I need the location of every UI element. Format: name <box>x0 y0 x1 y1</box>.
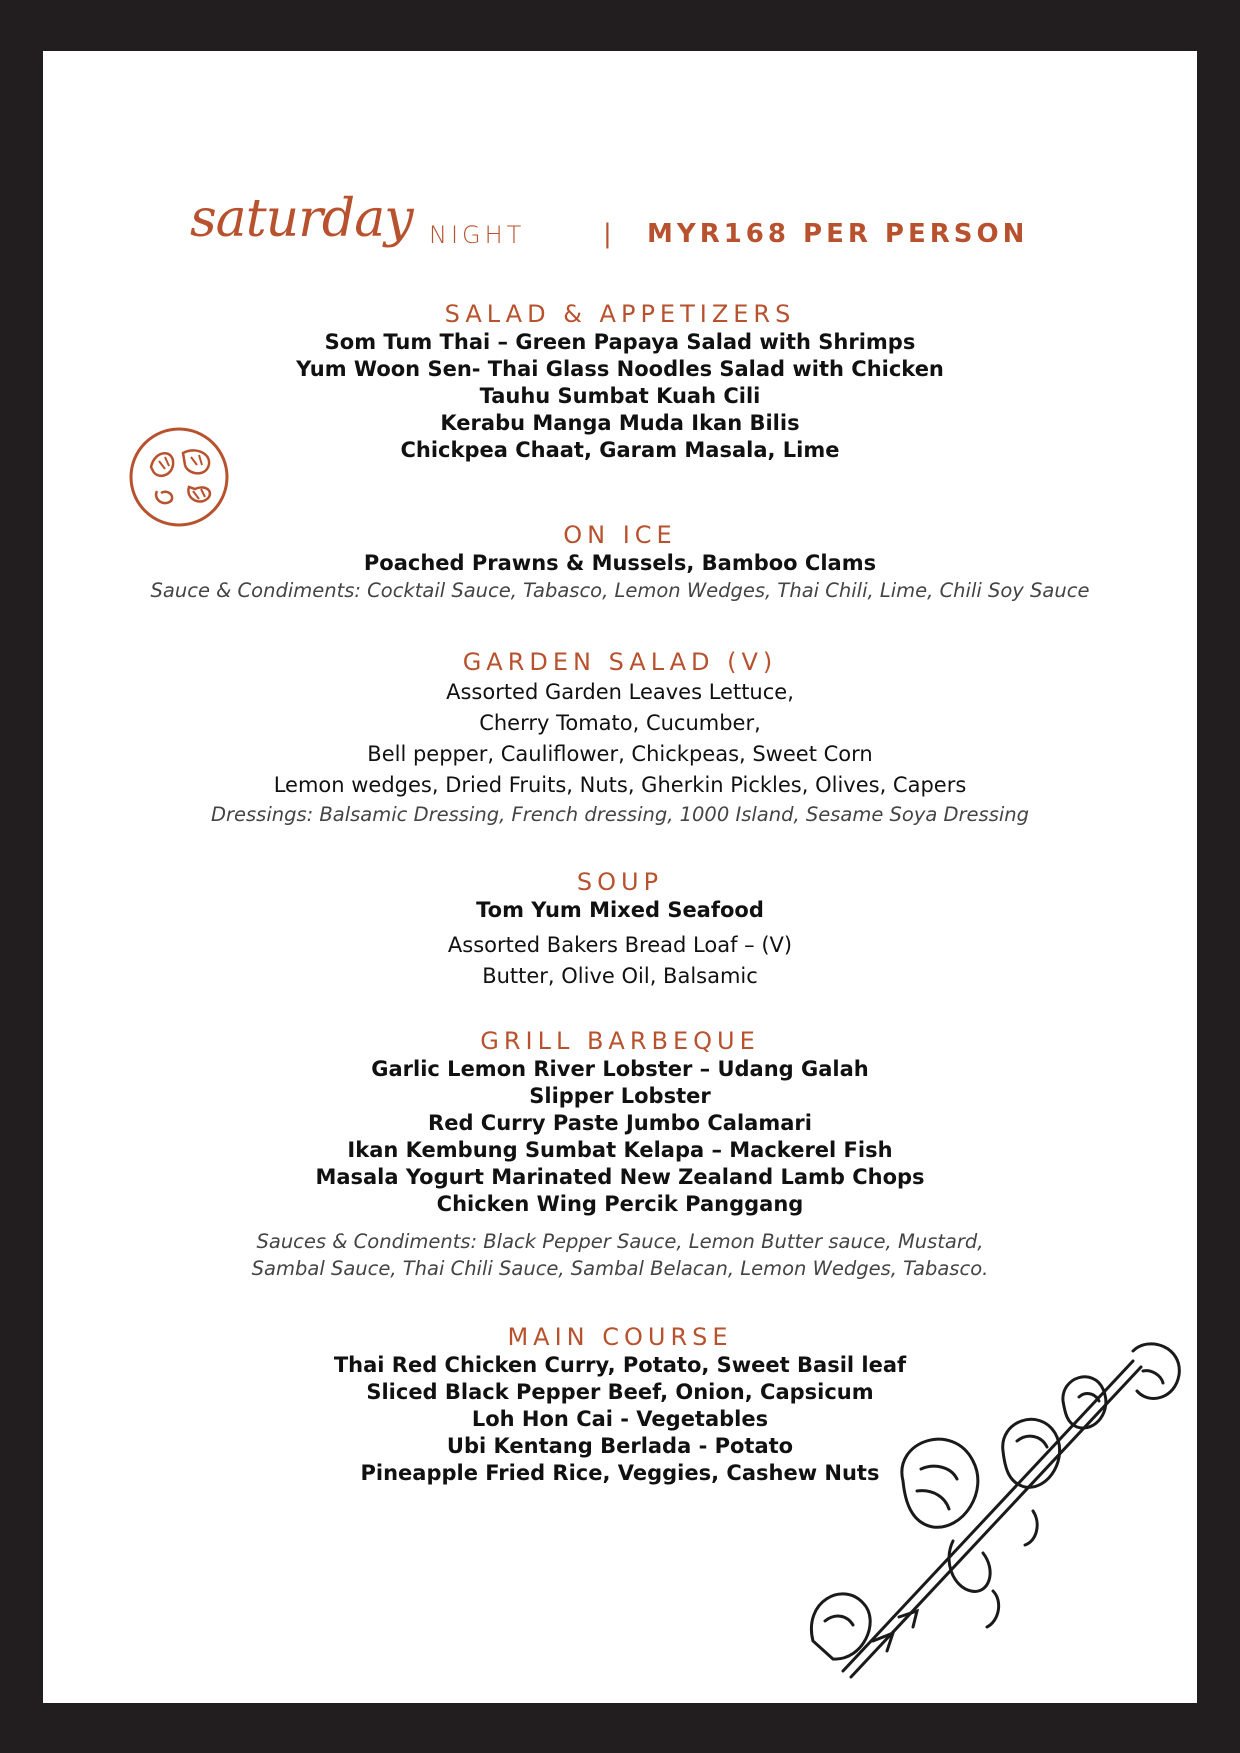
section-title: SALAD & APPETIZERS <box>444 300 796 328</box>
menu-item: Poached Prawns & Mussels, Bamboo Clams <box>363 551 877 575</box>
section-title: ON ICE <box>563 521 677 549</box>
section-soup <box>43 867 1197 992</box>
shrimp-badge-icon <box>123 427 235 527</box>
menu-item: Lemon wedges, Dried Fruits, Nuts, Gherkin Pickles, Olives, Capers <box>273 773 967 797</box>
menu-item: Kerabu Manga Muda Ikan Bilis <box>440 411 800 435</box>
menu-item: Thai Red Chicken Curry, Potato, Sweet Basil leaf <box>333 1353 907 1377</box>
menu-item: Butter, Olive Oil, Balsamic <box>482 964 758 988</box>
section-note: Sauces & Condiments: Black Pepper Sauce, Lemon Butter sauce, Mustard, <box>256 1230 984 1253</box>
section-title: GARDEN SALAD (V) <box>462 648 778 676</box>
menu-item: Masala Yogurt Marinated New Zealand Lamb Chops <box>315 1165 925 1189</box>
menu-item: Assorted Bakers Bread Loaf – (V) <box>447 933 793 957</box>
header-price: MYR168 PER PERSON <box>647 219 1029 249</box>
section-title: GRILL BARBEQUE <box>480 1027 760 1055</box>
menu-item: Pineapple Fried Rice, Veggies, Cashew Nuts <box>360 1461 880 1485</box>
menu-item: Ubi Kentang Berlada - Potato <box>446 1434 794 1458</box>
menu-item: Bell pepper, Cauliflower, Chickpeas, Sweet Corn <box>367 742 873 766</box>
menu-item: Yum Woon Sen- Thai Glass Noodles Salad with Chicken <box>296 357 944 381</box>
section-note: Sambal Sauce, Thai Chili Sauce, Sambal Belacan, Lemon Wedges, Tabasco. <box>251 1257 989 1280</box>
menu-item: Sliced Black Pepper Beef, Onion, Capsicum <box>366 1380 874 1404</box>
menu-item: Chickpea Chaat, Garam Masala, Lime <box>400 438 840 462</box>
section-title: SOUP <box>576 868 664 896</box>
menu-item: Assorted Garden Leaves Lettuce, <box>446 680 794 704</box>
section-note: Dressings: Balsamic Dressing, French dressing, 1000 Island, Sesame Soya Dressing <box>210 803 1030 826</box>
menu-item: Garlic Lemon River Lobster – Udang Galah <box>371 1057 869 1081</box>
menu-item: Tauhu Sumbat Kuah Cili <box>479 384 761 408</box>
menu-item: Ikan Kembung Sumbat Kelapa – Mackerel Fish <box>347 1138 893 1162</box>
section-garden-salad <box>43 647 1197 828</box>
section-grill-barbeque <box>43 1026 1197 1282</box>
menu-item: Som Tum Thai – Green Papaya Salad with Shrimps <box>324 330 916 354</box>
menu-item: Slipper Lobster <box>529 1084 711 1108</box>
header-night: NIGHT <box>429 221 526 249</box>
menu-page <box>43 51 1197 1703</box>
header-script-word: saturday <box>190 189 413 249</box>
section-note: Sauce & Condiments: Cocktail Sauce, Tabasco, Lemon Wedges, Thai Chili, Lime, Chili Soy Sauce <box>150 579 1090 602</box>
header-separator: | <box>603 219 612 249</box>
menu-item: Chicken Wing Percik Panggang <box>436 1192 804 1216</box>
section-title: MAIN COURSE <box>507 1323 733 1351</box>
section-on-ice <box>43 520 1197 604</box>
menu-item: Red Curry Paste Jumbo Calamari <box>428 1111 812 1135</box>
grill-skewer-illustration <box>803 1341 1197 1703</box>
menu-item: Cherry Tomato, Cucumber, <box>479 711 761 735</box>
menu-item: Tom Yum Mixed Seafood <box>476 898 764 922</box>
menu-item: Loh Hon Cai - Vegetables <box>471 1407 769 1431</box>
